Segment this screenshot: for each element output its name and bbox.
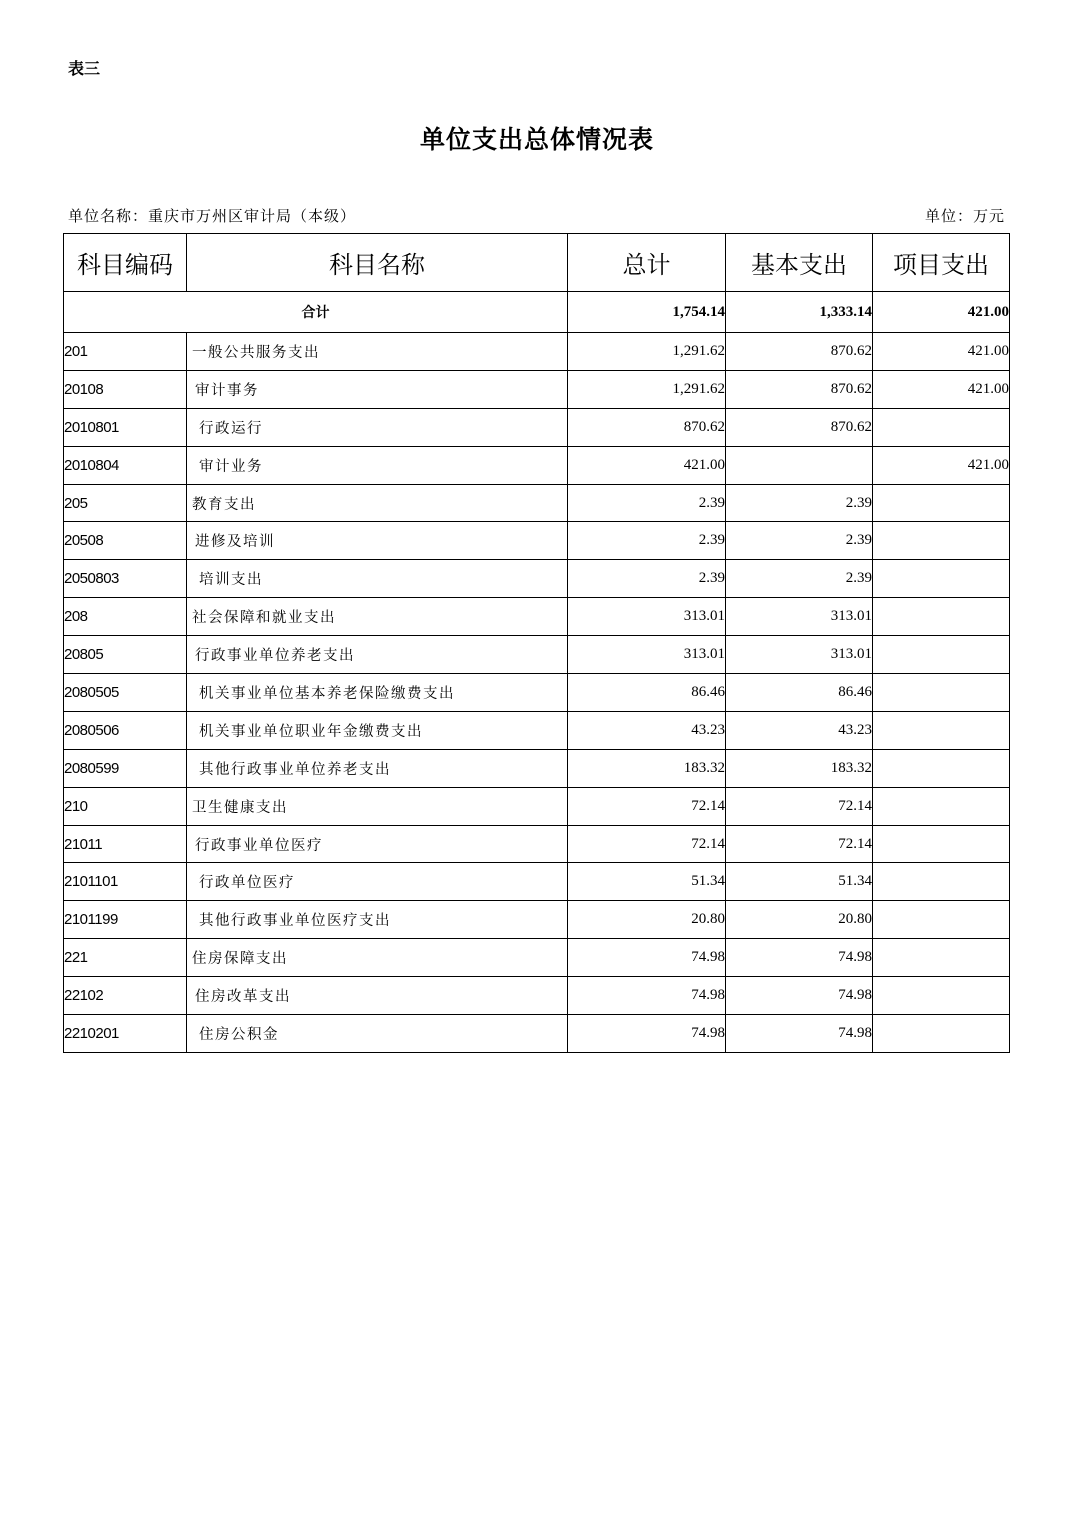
expenditure-table xyxy=(63,233,1010,1053)
project-amount xyxy=(873,674,1010,712)
subject-name: 行政运行 xyxy=(187,408,568,446)
currency-unit: 单位：万元 xyxy=(924,207,1005,225)
header-basic: 基本支出 xyxy=(726,234,873,292)
total-amount: 72.14 xyxy=(568,825,726,863)
total-amount: 86.46 xyxy=(568,674,726,712)
subject-code: 201 xyxy=(64,333,187,371)
subject-name: 培训支出 xyxy=(187,560,568,598)
subject-code: 2210201 xyxy=(64,1015,187,1053)
project-amount xyxy=(873,711,1010,749)
subject-name: 机关事业单位基本养老保险缴费支出 xyxy=(187,674,568,712)
table-row xyxy=(64,1015,1010,1053)
total-amount: 74.98 xyxy=(568,1015,726,1053)
total-total: 1,754.14 xyxy=(568,292,726,333)
basic-amount: 870.62 xyxy=(726,333,873,371)
subject-name: 社会保障和就业支出 xyxy=(187,598,568,636)
subject-name: 住房保障支出 xyxy=(187,939,568,977)
project-amount xyxy=(873,749,1010,787)
subject-name: 其他行政事业单位养老支出 xyxy=(187,749,568,787)
basic-amount: 20.80 xyxy=(726,901,873,939)
table-row xyxy=(64,446,1010,484)
basic-amount: 74.98 xyxy=(726,1015,873,1053)
total-row xyxy=(64,292,1010,333)
project-amount xyxy=(873,787,1010,825)
subject-code: 208 xyxy=(64,598,187,636)
header-project: 项目支出 xyxy=(873,234,1010,292)
total-project: 421.00 xyxy=(873,292,1010,333)
table-row xyxy=(64,522,1010,560)
subject-name: 一般公共服务支出 xyxy=(187,333,568,371)
basic-amount: 870.62 xyxy=(726,408,873,446)
subject-name: 教育支出 xyxy=(187,484,568,522)
project-amount: 421.00 xyxy=(873,370,1010,408)
basic-amount: 74.98 xyxy=(726,977,873,1015)
total-amount: 2.39 xyxy=(568,560,726,598)
basic-amount: 183.32 xyxy=(726,749,873,787)
total-basic: 1,333.14 xyxy=(726,292,873,333)
subject-code: 221 xyxy=(64,939,187,977)
total-amount: 43.23 xyxy=(568,711,726,749)
table-row xyxy=(64,484,1010,522)
basic-amount: 870.62 xyxy=(726,370,873,408)
total-amount: 2.39 xyxy=(568,522,726,560)
subject-code: 2101199 xyxy=(64,901,187,939)
project-amount: 421.00 xyxy=(873,446,1010,484)
table-row xyxy=(64,977,1010,1015)
basic-amount: 313.01 xyxy=(726,598,873,636)
subject-code: 205 xyxy=(64,484,187,522)
project-amount: 421.00 xyxy=(873,333,1010,371)
table-row xyxy=(64,825,1010,863)
project-amount xyxy=(873,484,1010,522)
total-amount: 2.39 xyxy=(568,484,726,522)
total-amount: 421.00 xyxy=(568,446,726,484)
project-amount xyxy=(873,825,1010,863)
document-title: 单位支出总体情况表 xyxy=(419,125,654,154)
basic-amount: 43.23 xyxy=(726,711,873,749)
table-row xyxy=(64,711,1010,749)
subject-code: 2080506 xyxy=(64,711,187,749)
subject-code: 2050803 xyxy=(64,560,187,598)
table-row xyxy=(64,560,1010,598)
basic-amount: 2.39 xyxy=(726,560,873,598)
subject-name: 住房改革支出 xyxy=(187,977,568,1015)
table-row xyxy=(64,333,1010,371)
total-label: 合计 xyxy=(64,292,568,333)
project-amount xyxy=(873,1015,1010,1053)
subject-code: 2080505 xyxy=(64,674,187,712)
total-amount: 1,291.62 xyxy=(568,333,726,371)
subject-name: 机关事业单位职业年金缴费支出 xyxy=(187,711,568,749)
total-amount: 1,291.62 xyxy=(568,370,726,408)
subject-name: 行政事业单位医疗 xyxy=(187,825,568,863)
basic-amount: 2.39 xyxy=(726,484,873,522)
project-amount xyxy=(873,408,1010,446)
subject-code: 2010801 xyxy=(64,408,187,446)
subject-code: 2101101 xyxy=(64,863,187,901)
table-row xyxy=(64,636,1010,674)
table-row xyxy=(64,674,1010,712)
table-row xyxy=(64,370,1010,408)
total-amount: 870.62 xyxy=(568,408,726,446)
total-amount: 74.98 xyxy=(568,939,726,977)
total-amount: 72.14 xyxy=(568,787,726,825)
header-row xyxy=(64,234,1010,292)
project-amount xyxy=(873,522,1010,560)
project-amount xyxy=(873,939,1010,977)
project-amount xyxy=(873,901,1010,939)
project-amount xyxy=(873,560,1010,598)
subject-name: 行政事业单位养老支出 xyxy=(187,636,568,674)
project-amount xyxy=(873,863,1010,901)
header-code: 科目编码 xyxy=(64,234,187,292)
basic-amount: 313.01 xyxy=(726,636,873,674)
subject-name: 卫生健康支出 xyxy=(187,787,568,825)
subject-code: 210 xyxy=(64,787,187,825)
subject-code: 20805 xyxy=(64,636,187,674)
total-amount: 20.80 xyxy=(568,901,726,939)
table-row xyxy=(64,901,1010,939)
table-row xyxy=(64,787,1010,825)
basic-amount: 86.46 xyxy=(726,674,873,712)
subject-code: 20508 xyxy=(64,522,187,560)
subject-name: 其他行政事业单位医疗支出 xyxy=(187,901,568,939)
subject-code: 20108 xyxy=(64,370,187,408)
total-amount: 51.34 xyxy=(568,863,726,901)
basic-amount xyxy=(726,446,873,484)
total-amount: 313.01 xyxy=(568,598,726,636)
subject-name: 审计业务 xyxy=(187,446,568,484)
basic-amount: 51.34 xyxy=(726,863,873,901)
project-amount xyxy=(873,598,1010,636)
table-row xyxy=(64,598,1010,636)
unit-name: 单位名称：重庆市万州区审计局（本级） xyxy=(68,207,357,225)
total-amount: 183.32 xyxy=(568,749,726,787)
table-number-label: 表三 xyxy=(68,59,101,78)
table-row xyxy=(64,863,1010,901)
subject-name: 进修及培训 xyxy=(187,522,568,560)
subject-code: 21011 xyxy=(64,825,187,863)
table-row xyxy=(64,749,1010,787)
basic-amount: 2.39 xyxy=(726,522,873,560)
total-amount: 74.98 xyxy=(568,977,726,1015)
project-amount xyxy=(873,977,1010,1015)
basic-amount: 72.14 xyxy=(726,787,873,825)
subject-name: 行政单位医疗 xyxy=(187,863,568,901)
subject-code: 2080599 xyxy=(64,749,187,787)
project-amount xyxy=(873,636,1010,674)
subject-code: 22102 xyxy=(64,977,187,1015)
subject-name: 住房公积金 xyxy=(187,1015,568,1053)
basic-amount: 74.98 xyxy=(726,939,873,977)
table-row xyxy=(64,408,1010,446)
basic-amount: 72.14 xyxy=(726,825,873,863)
header-total: 总计 xyxy=(568,234,726,292)
total-amount: 313.01 xyxy=(568,636,726,674)
subject-code: 2010804 xyxy=(64,446,187,484)
table-row xyxy=(64,939,1010,977)
subject-name: 审计事务 xyxy=(187,370,568,408)
header-name: 科目名称 xyxy=(187,234,568,292)
